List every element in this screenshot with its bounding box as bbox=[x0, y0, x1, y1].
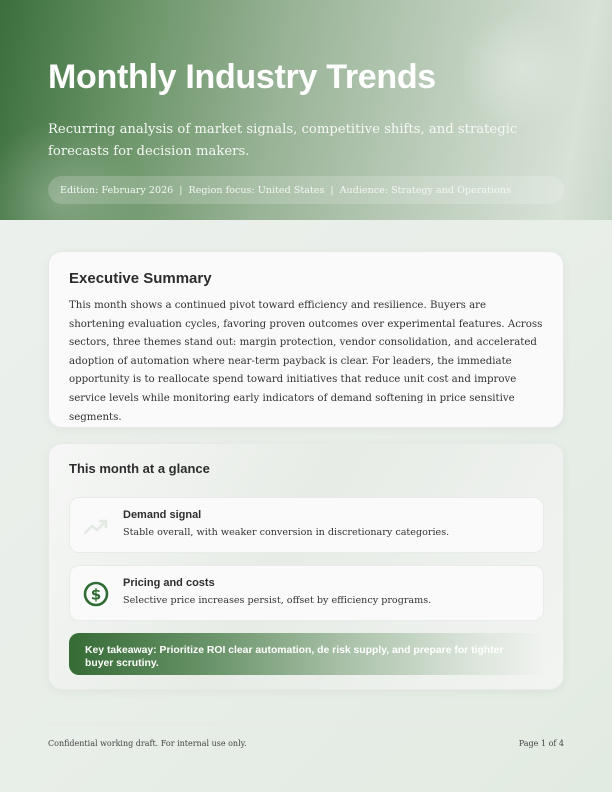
glance-item-title: Demand signal bbox=[123, 509, 202, 521]
glance-item-description: Stable overall, with weaker conversion in discretionary categories. bbox=[123, 527, 450, 538]
glance-item-pricing-costs bbox=[69, 565, 544, 621]
footer-confidential-note: Confidential working draft. For internal use only. bbox=[48, 739, 247, 748]
glance-item-title: Pricing and costs bbox=[123, 577, 215, 589]
page-title: Monthly Industry Trends bbox=[48, 58, 436, 96]
page-number: Page 1 of 4 bbox=[518, 739, 564, 748]
edition-label: Edition: February 2026 bbox=[60, 184, 174, 196]
glance-item-demand-signal bbox=[69, 497, 544, 553]
glance-item-description: Selective price increases persist, offset by efficiency programs. bbox=[123, 595, 432, 606]
executive-summary-title: Executive Summary bbox=[69, 270, 212, 287]
glance-card bbox=[48, 443, 564, 690]
region-label: Region focus: United States bbox=[188, 184, 325, 196]
key-takeaway-text: Key takeaway: Prioritize ROI clear automation, de risk supply, and prepare for tighter buyer scrutiny. bbox=[85, 645, 504, 669]
meta-separator: | bbox=[330, 184, 334, 196]
footer-divider bbox=[48, 723, 564, 724]
meta-separator: | bbox=[179, 184, 183, 196]
meta-info-pill bbox=[48, 176, 564, 204]
svg-text:$: $ bbox=[90, 585, 102, 604]
key-takeaway-banner bbox=[69, 633, 545, 675]
trending-up-icon bbox=[82, 512, 110, 540]
page-subtitle: Recurring analysis of market signals, competitive shifts, and strategic forecasts for decision makers. bbox=[48, 122, 518, 159]
hero-header bbox=[0, 0, 612, 220]
executive-summary-body: This month shows a continued pivot toward efficiency and resilience. Buyers are shortening evaluation cycles, favoring proven outcomes over experimental features. Across sectors, three themes stand out: margin protection, vendor consolidation, and accelerated adoption of automation where near-term payback is clear. For leaders, the immediate opportunity is to reallocate spend toward initiatives that reduce unit cost and improve service levels while monitoring early indicators of demand softening in price sensitive segments. bbox=[69, 300, 543, 423]
audience-label: Audience: Strategy and Operations bbox=[339, 184, 511, 196]
dollar-icon bbox=[82, 580, 110, 608]
glance-title: This month at a glance bbox=[69, 461, 210, 476]
executive-summary-card bbox=[48, 251, 564, 428]
